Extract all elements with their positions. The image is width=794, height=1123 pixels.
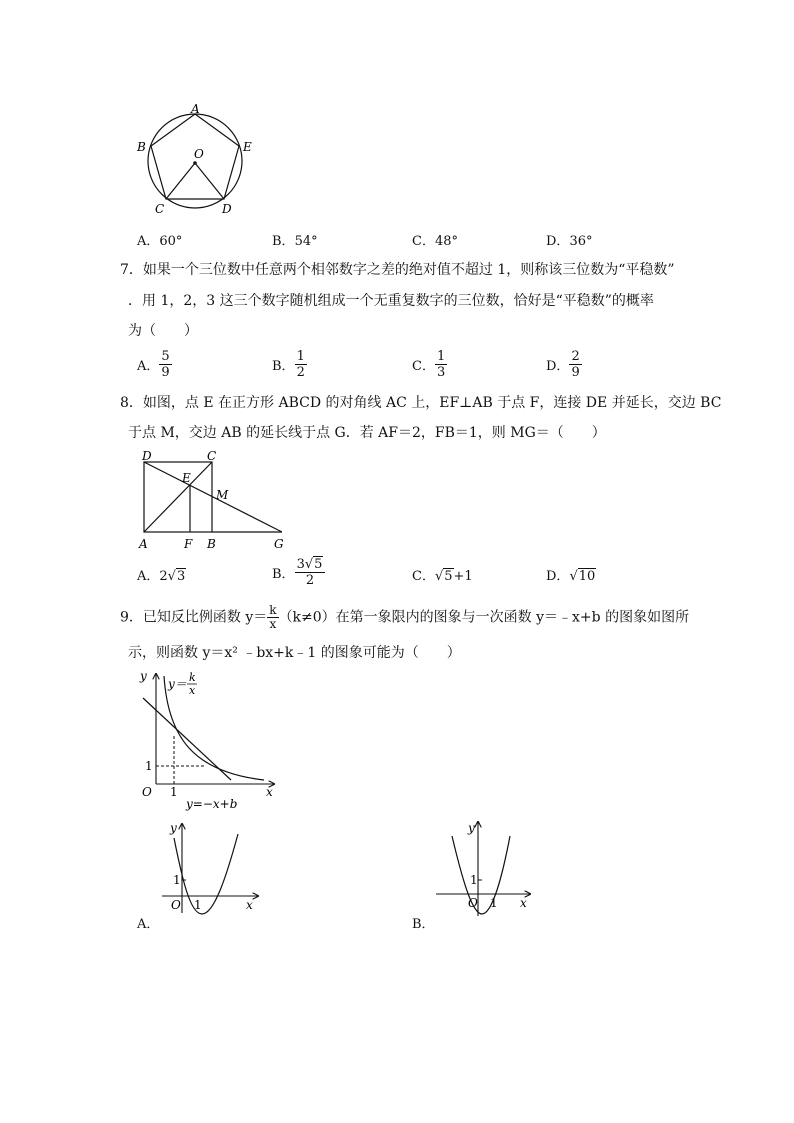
fraction: $\frac{5}{9}$ — [161, 349, 170, 380]
q9-option-a[interactable]: A． — [137, 917, 160, 932]
label-B: B — [137, 140, 146, 154]
hyperbola-line-graph — [134, 668, 284, 813]
curve-label-pre: y＝ — [168, 677, 187, 691]
q8-option-a[interactable]: A．2√3 — [137, 569, 186, 584]
one-y-label: 1 — [145, 759, 153, 773]
label-A: A — [139, 537, 148, 551]
label-G: G — [274, 537, 284, 551]
q8-line1: 8．如图，点 E 在正方形 ABCD 的对角线 AC 上，EF⊥AB 于点 F，连接 DE 并延长，交边 BC — [120, 395, 722, 411]
curve-label-k: k — [189, 671, 196, 684]
label-D: D — [142, 449, 152, 463]
one-x-label: 1 — [194, 898, 202, 912]
x-axis-label: x — [246, 898, 253, 912]
q8-option-d[interactable]: D．√10 — [546, 569, 596, 584]
one-y-label: 1 — [173, 873, 181, 887]
label-B: B — [207, 537, 216, 551]
fraction: $\frac{2}{9}$ — [571, 349, 580, 380]
origin-label: O — [142, 785, 152, 799]
q6-option-c[interactable]: C．48° — [412, 234, 458, 249]
y-axis-label: y — [170, 821, 177, 835]
option-a-parabola-graph — [160, 818, 264, 918]
q7-option-a[interactable]: A． $\frac{5}{9}$ — [137, 349, 170, 380]
x-axis-label: x — [520, 896, 527, 910]
label-A: A — [191, 102, 200, 116]
label-C: C — [207, 449, 217, 463]
fraction: $\frac{1}{3}$ — [436, 349, 446, 380]
line-label: y=−x+b — [186, 797, 238, 811]
q7-line2: ．用 1，2，3 这三个数字随机组成一个无重复数字的三位数，恰好是“平稳数”的概率 — [128, 293, 654, 309]
curve-label-x: x — [189, 684, 196, 697]
label-E: E — [182, 471, 191, 485]
label-E: E — [243, 140, 252, 154]
q7-option-c[interactable]: C． $\frac{1}{3}$ — [412, 349, 446, 380]
fraction: $\frac{k}{x}$ — [269, 603, 277, 631]
pentagon-circle-figure — [134, 100, 264, 220]
origin-label: O — [171, 898, 181, 912]
q9-option-b[interactable]: B． — [412, 917, 435, 932]
q9-line1: 9．已知反比例函数 y＝ $\frac{k}{x}$ （k≠0）在第一象限内的图象与一次函数 y＝﹣x+b 的图象如图所 — [120, 603, 690, 631]
label-D: D — [222, 202, 232, 216]
q8-line2: 于点 M，交边 AB 的延长线于点 G．若 AF＝2，FB＝1，则 MG＝（ ） — [128, 425, 606, 441]
y-axis-label: y — [140, 669, 147, 683]
y-axis-label: y — [468, 821, 475, 835]
q7-option-b[interactable]: B． $\frac{1}{2}$ — [272, 349, 305, 380]
label-C: C — [155, 202, 165, 216]
x-axis-label: x — [266, 785, 273, 799]
fraction: $\frac{1}{2}$ — [296, 349, 305, 380]
one-x-label: 1 — [490, 896, 498, 910]
q8-option-b[interactable]: B． $\frac{3√5}{2}$ — [272, 557, 325, 588]
q6-option-b[interactable]: B．54° — [272, 234, 318, 249]
option-b-parabola-graph — [434, 818, 538, 918]
q7-line1: 7．如果一个三位数中任意两个相邻数字之差的绝对值不超过 1，则称该三位数为“平稳数” — [120, 262, 675, 278]
fraction: $\frac{3√5}{2}$ — [295, 557, 326, 588]
label-M: M — [216, 488, 229, 502]
q7-line3: 为（ ） — [128, 323, 198, 339]
q7-option-d[interactable]: D． $\frac{2}{9}$ — [546, 349, 580, 380]
one-y-label: 1 — [470, 873, 478, 887]
q8-option-c[interactable]: C．√5+1 — [412, 569, 473, 584]
label-F: F — [184, 537, 193, 551]
q6-option-d[interactable]: D．36° — [546, 234, 593, 249]
square-diagonal-figure — [136, 448, 296, 556]
q9-line2: 示，则函数 y＝x² ﹣bx+k﹣1 的图象可能为（ ） — [128, 645, 461, 661]
q6-option-a[interactable]: A．60° — [137, 234, 183, 249]
one-x-label: 1 — [170, 785, 178, 799]
origin-label: O — [468, 896, 478, 910]
label-O: O — [194, 147, 204, 161]
